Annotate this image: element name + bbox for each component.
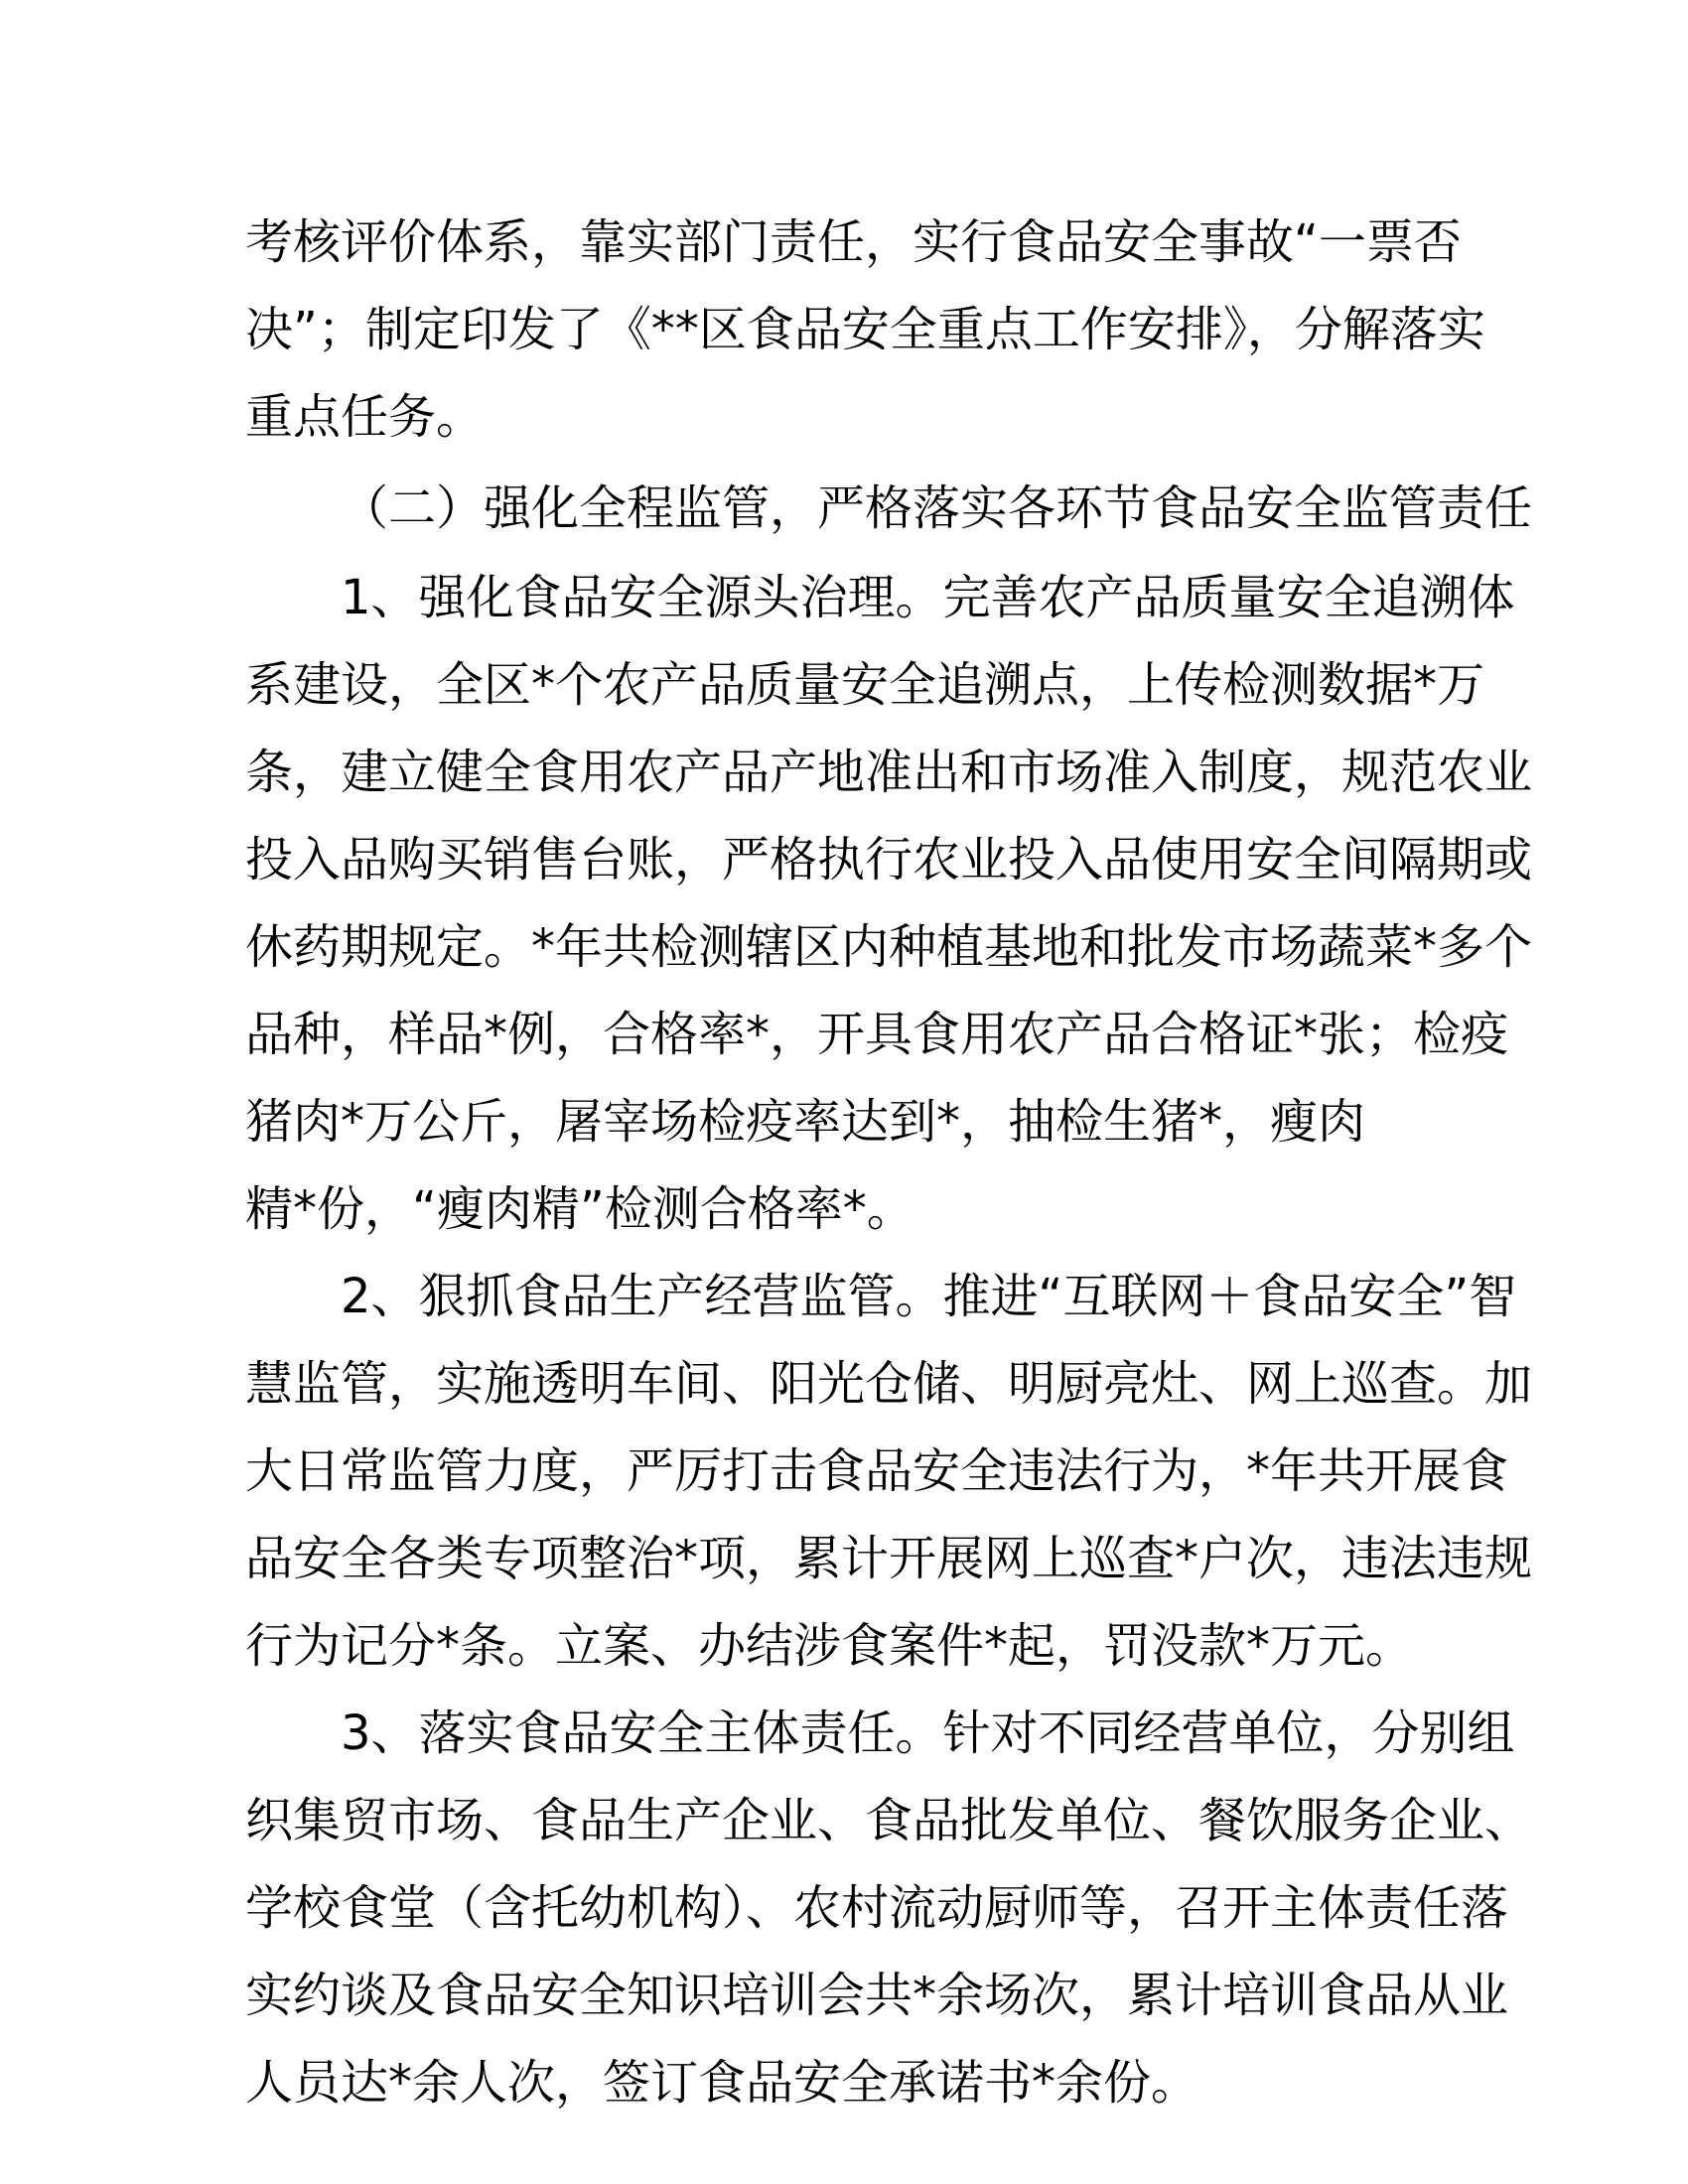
text-line: 系建设，全区*个农产品质量安全追溯点，上传检测数据*万 — [245, 657, 1485, 713]
item-3-paragraph — [245, 1690, 1533, 2126]
text-line: 大日常监管力度，严厉打击食品安全违法行为，*年共开展食 — [245, 1443, 1509, 1499]
item-1-paragraph — [245, 554, 1533, 1253]
text-line: 品安全各类专项整治*项，累计开展网上巡查*户次，违法违规 — [245, 1531, 1533, 1586]
document-body — [245, 199, 1533, 2126]
text-line: 精*份，“瘦肉精”检测合格率*。 — [245, 1181, 914, 1237]
text-line: 1、强化食品安全源头治理。完善农产品质量安全追溯体 — [341, 570, 1515, 625]
continuation-paragraph — [245, 199, 1485, 461]
text-line: 行为记分*条。立案、办结涉食案件*起，罚没款*万元。 — [245, 1618, 1414, 1674]
text-line: 决”；制定印发了《**区食品安全重点工作安排》，分解落实 — [245, 302, 1485, 357]
text-line: 人员达*余人次，签订食品安全承诺书*余份。 — [245, 2055, 1199, 2111]
text-line: 学校食堂（含托幼机构）、农村流动厨师等，召开主体责任落 — [245, 1880, 1509, 1936]
text-line: 投入品购买销售台账，严格执行农业投入品使用安全间隔期或 — [245, 832, 1533, 887]
text-line: 重点任务。 — [245, 389, 485, 445]
text-line: 织集贸市场、食品生产企业、食品批发单位、餐饮服务企业、 — [245, 1793, 1533, 1848]
text-line: 休药期规定。*年共检测辖区内种植基地和批发市场蔬菜*多个 — [245, 919, 1533, 975]
item-2-paragraph — [245, 1253, 1533, 1690]
section-heading — [245, 465, 1533, 552]
text-line: 慧监管，实施透明车间、阳光仓储、明厨亮灶、网上巡查。加 — [245, 1356, 1533, 1412]
text-line: 考核评价体系，靠实部门责任，实行食品安全事故“一票否 — [245, 214, 1462, 270]
text-line: 猪肉*万公斤，屠宰场检疫率达到*，抽检生猪*，瘦肉 — [245, 1094, 1366, 1150]
section-heading-text: （二）强化全程监管，严格落实各环节食品安全监管责任 — [341, 480, 1533, 536]
text-line: 3、落实食品安全主体责任。针对不同经营单位，分别组 — [341, 1706, 1515, 1761]
text-line: 实约谈及食品安全知识培训会共*余场次，累计培训食品从业 — [245, 1968, 1509, 2023]
text-line: 2、狠抓食品生产经营监管。推进“互联网＋食品安全”智 — [341, 1269, 1517, 1324]
text-line: 条，建立健全食用农产品产地准出和市场准入制度，规范农业 — [245, 745, 1533, 800]
text-line: 品种，样品*例，合格率*，开具食用农产品合格证*张；检疫 — [245, 1007, 1509, 1062]
